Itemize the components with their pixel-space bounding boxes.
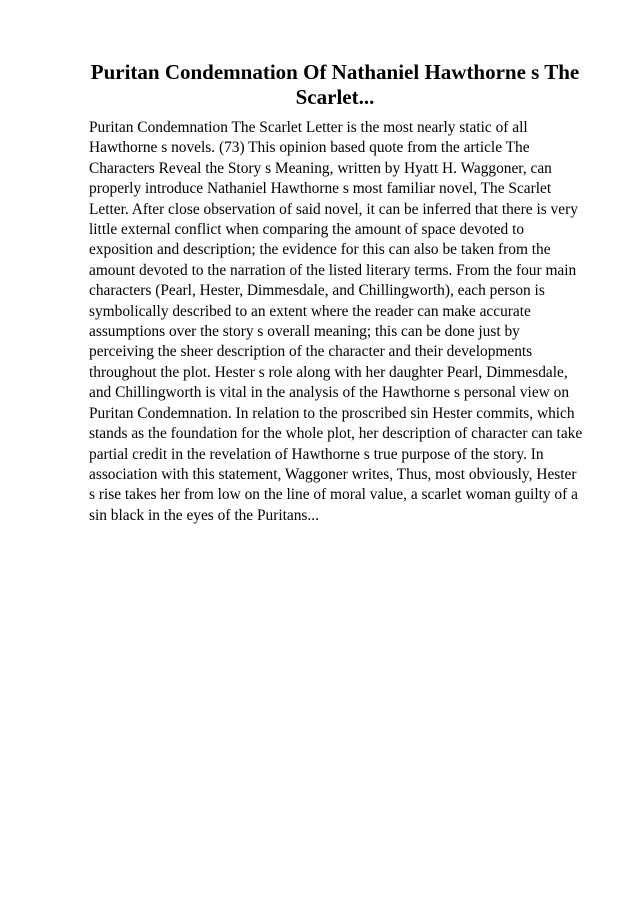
document-title: Puritan Condemnation Of Nathaniel Hawthorne s The Scarlet... <box>90 60 580 109</box>
document-body-paragraph: Puritan Condemnation The Scarlet Letter is the most nearly static of all Hawthorne s novels. (73) This opinion based quote from the article The Characters Reveal the Story s Meaning, written by Hyatt H. Waggoner, can properly introduce Nathaniel Hawthorne s most familiar novel, The Scarlet Letter. After close observation of said novel, it can be inferred that there is very little external conflict when comparing the amount of space devoted to exposition and description; the evidence for this can also be taken from the amount devoted to the narration of the listed literary terms. From the four main characters (Pearl, Hester, Dimmesdale, and Chillingworth), each person is symbolically described to an extent where the reader can make accurate assumptions over the story s overall meaning; this can be done just by perceiving the sheer description of the character and their developments throughout the plot. Hester s role along with her daughter Pearl, Dimmesdale, and Chillingworth is vital in the analysis of the Hawthorne s personal view on Puritan Condemnation. In relation to the proscribed sin Hester commits, which stands as the foundation for the whole plot, her description of character can take partial credit in the revelation of Hawthorne s true purpose of the story. In association with this statement, Waggoner writes, Thus, most obviously, Hester s rise takes her from low on the line of moral value, a scarlet woman guilty of a sin black in the eyes of the Puritans... <box>89 119 583 524</box>
